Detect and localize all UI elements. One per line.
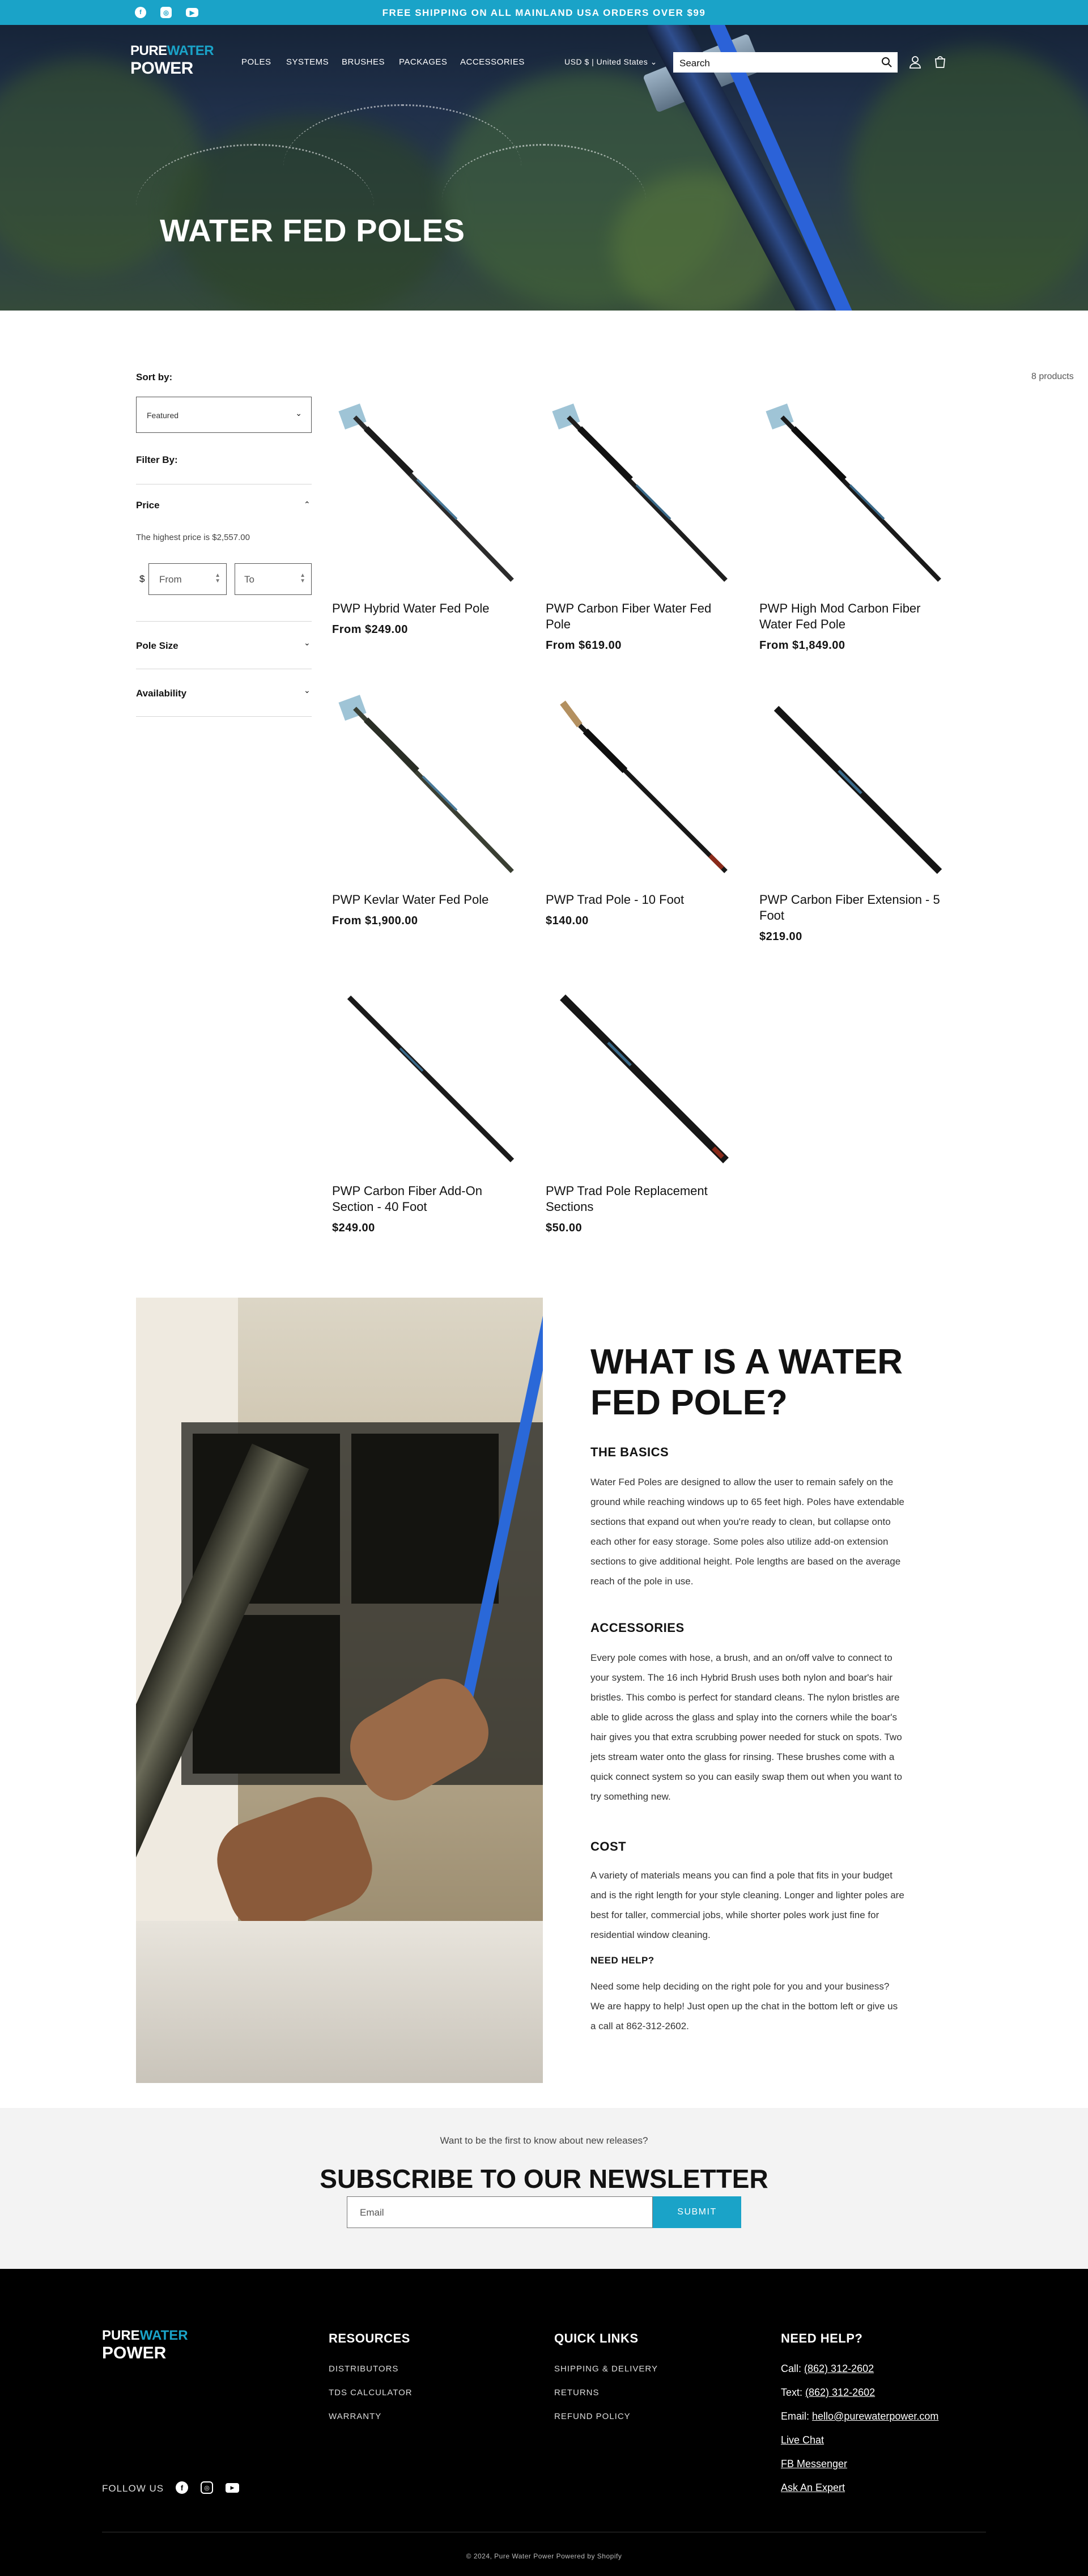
- filter-price-toggle[interactable]: Price: [136, 500, 160, 511]
- product-count: 8 products: [1031, 372, 1074, 381]
- pole-photo: [136, 1298, 543, 2083]
- chevron-up-icon[interactable]: ⌃: [304, 500, 311, 509]
- product-price: $219.00: [759, 930, 802, 943]
- ask-expert-link[interactable]: Ask An Expert: [781, 2482, 845, 2493]
- footer-text: Text: (862) 312-2602: [781, 2387, 876, 2398]
- filter-availability-toggle[interactable]: Availability: [136, 688, 187, 699]
- product-card-image[interactable]: [546, 691, 733, 878]
- help-text: Need some help deciding on the right pole for you and your business? We are happy to help! Just open up the chat in the bottom left or give us a call at 862-312-2602.: [590, 1981, 898, 2031]
- sort-label: Sort by:: [136, 372, 173, 382]
- product-card-image[interactable]: [546, 400, 733, 587]
- copyright: © 2024, Pure Water Power Powered by Shopify: [466, 2552, 622, 2560]
- account-icon[interactable]: [909, 56, 921, 69]
- filter-pole-size-toggle[interactable]: Pole Size: [136, 640, 178, 651]
- product-card-image[interactable]: [546, 980, 733, 1167]
- product-price: $140.00: [546, 915, 589, 927]
- footer-link[interactable]: REFUND POLICY: [554, 2412, 631, 2421]
- footer-link[interactable]: TDS CALCULATOR: [329, 2388, 413, 2398]
- call-link[interactable]: (862) 312-2602: [804, 2363, 874, 2374]
- footer-link[interactable]: DISTRIBUTORS: [329, 2364, 399, 2374]
- product-price: From $1,849.00: [759, 639, 845, 652]
- filter-label: Filter By:: [136, 454, 178, 465]
- chevron-down-icon[interactable]: ⌄: [304, 638, 311, 647]
- basics-heading: THE BASICS: [590, 1445, 669, 1459]
- newsletter-title: SUBSCRIBE TO OUR NEWSLETTER: [320, 2164, 768, 2194]
- nav-accessories[interactable]: ACCESSORIES: [460, 57, 525, 67]
- price-to-input[interactable]: To ▲ ▼: [235, 563, 312, 595]
- product-price: $50.00: [546, 1222, 583, 1234]
- facebook-icon[interactable]: f: [176, 2481, 188, 2494]
- youtube-icon[interactable]: ▶: [226, 2483, 239, 2493]
- product-title[interactable]: PWP High Mod Carbon Fiber Water Fed Pole: [759, 601, 921, 631]
- chevron-down-icon[interactable]: ⌄: [304, 686, 311, 695]
- product-card-image[interactable]: [332, 691, 519, 878]
- stepper-icon[interactable]: ▲ ▼: [300, 572, 305, 584]
- product-price: From $1,900.00: [332, 915, 418, 927]
- footer-help-heading: NEED HELP?: [781, 2331, 863, 2345]
- newsletter-kicker: Want to be the first to know about new releases?: [440, 2135, 648, 2146]
- chevron-down-icon: ⌄: [295, 409, 302, 418]
- resources-heading: RESOURCES: [329, 2331, 410, 2345]
- product-title[interactable]: PWP Hybrid Water Fed Pole: [332, 601, 490, 615]
- product-card-image[interactable]: [332, 980, 519, 1167]
- follow-us-label: FOLLOW US: [102, 2483, 164, 2494]
- footer-call: Call: (862) 312-2602: [781, 2363, 874, 2374]
- site-footer: [0, 2269, 1088, 2576]
- footer-link[interactable]: WARRANTY: [329, 2412, 382, 2421]
- announcement-text: FREE SHIPPING ON ALL MAINLAND USA ORDERS OVER $99: [382, 7, 706, 18]
- currency-selector[interactable]: USD $ | United States ⌄: [564, 57, 657, 66]
- footer-link[interactable]: SHIPPING & DELIVERY: [554, 2364, 658, 2374]
- price-note: The highest price is $2,557.00: [136, 533, 250, 542]
- product-title[interactable]: PWP Carbon Fiber Water Fed Pole: [546, 601, 712, 631]
- brand-logo[interactable]: PUREWATER POWER: [130, 43, 214, 78]
- accessories-text: Every pole comes with hose, a brush, and an on/off valve to connect to your system. The 16 inch Hybrid Brush uses both nylon and boar's hair bristles. This combo is perfect for standard cleans. The nylon bristles are able to glide across the glass and splay into the corners while the boar's hair gives you that extra scrubbing power needed for stuck on spots. Two jets stream water onto the glass for rinsing. These brushes come with a quick connect system so you can easily swap them out when you want to try something new.: [590, 1652, 902, 1802]
- footer-email: Email: hello@purewaterpower.com: [781, 2411, 939, 2422]
- product-card-image[interactable]: [759, 400, 946, 587]
- product-price: From $249.00: [332, 623, 408, 636]
- live-chat-link[interactable]: Live Chat: [781, 2434, 824, 2446]
- cost-heading: COST: [590, 1839, 627, 1854]
- price-from-input[interactable]: From ▲ ▼: [148, 563, 227, 595]
- instagram-icon[interactable]: ◎: [160, 7, 172, 18]
- help-heading: NEED HELP?: [590, 1955, 654, 1966]
- product-title[interactable]: PWP Trad Pole Replacement Sections: [546, 1184, 708, 1214]
- product-title[interactable]: PWP Carbon Fiber Extension - 5 Foot: [759, 892, 940, 923]
- nav-systems[interactable]: SYSTEMS: [286, 57, 329, 67]
- cost-text: A variety of materials means you can find a pole that fits in your budget and is the right length for your style cleaning. Longer and lighter poles are best for taller, commercial jobs, while shorter poles work just fine for residential window cleaning.: [590, 1870, 904, 1940]
- product-card-image[interactable]: [332, 400, 519, 587]
- nav-brushes[interactable]: BRUSHES: [342, 57, 385, 67]
- product-price: $249.00: [332, 1222, 375, 1234]
- accessories-heading: ACCESSORIES: [590, 1621, 685, 1635]
- product-title[interactable]: PWP Kevlar Water Fed Pole: [332, 892, 489, 907]
- newsletter-email-input[interactable]: Email: [347, 2196, 653, 2228]
- nav-poles[interactable]: POLES: [241, 57, 271, 67]
- cart-icon[interactable]: [934, 56, 946, 69]
- page-title: WATER FED POLES: [160, 212, 465, 248]
- footer-link[interactable]: RETURNS: [554, 2388, 600, 2398]
- instagram-icon[interactable]: ◎: [201, 2481, 213, 2494]
- stepper-icon[interactable]: ▲ ▼: [215, 572, 220, 584]
- fb-messenger-link[interactable]: FB Messenger: [781, 2458, 848, 2469]
- email-link[interactable]: hello@purewaterpower.com: [812, 2411, 939, 2422]
- text-link[interactable]: (862) 312-2602: [805, 2387, 876, 2398]
- sort-select[interactable]: Featured ⌄: [136, 397, 312, 433]
- nav-packages[interactable]: PACKAGES: [399, 57, 448, 67]
- product-title[interactable]: PWP Trad Pole - 10 Foot: [546, 892, 685, 907]
- newsletter-submit-button[interactable]: SUBMIT: [653, 2196, 741, 2228]
- product-card-image[interactable]: [759, 691, 946, 878]
- announcement-bar: [0, 0, 1088, 25]
- basics-text: Water Fed Poles are designed to allow the user to remain safely on the ground while reaching windows up to 65 feet high. Poles have extendable sections that expand out when you're ready to clean, but collapse onto each other for easy storage. Some poles also utilize add-on extension sections to give additional height. Pole lengths are based on the average reach of the pole in use.: [590, 1477, 904, 1587]
- newsletter-section: [0, 2108, 1088, 2269]
- footer-logo[interactable]: PUREWATER POWER: [102, 2328, 188, 2362]
- search-input[interactable]: Search: [673, 52, 898, 73]
- youtube-icon[interactable]: ▶: [186, 8, 198, 17]
- search-icon[interactable]: [881, 57, 892, 68]
- facebook-icon[interactable]: f: [135, 7, 146, 18]
- product-title[interactable]: PWP Carbon Fiber Add-On Section - 40 Foot: [332, 1184, 482, 1214]
- info-title: WHAT IS A WATER FED POLE?: [590, 1342, 903, 1422]
- quick-links-heading: QUICK LINKS: [554, 2331, 639, 2345]
- product-price: From $619.00: [546, 639, 622, 652]
